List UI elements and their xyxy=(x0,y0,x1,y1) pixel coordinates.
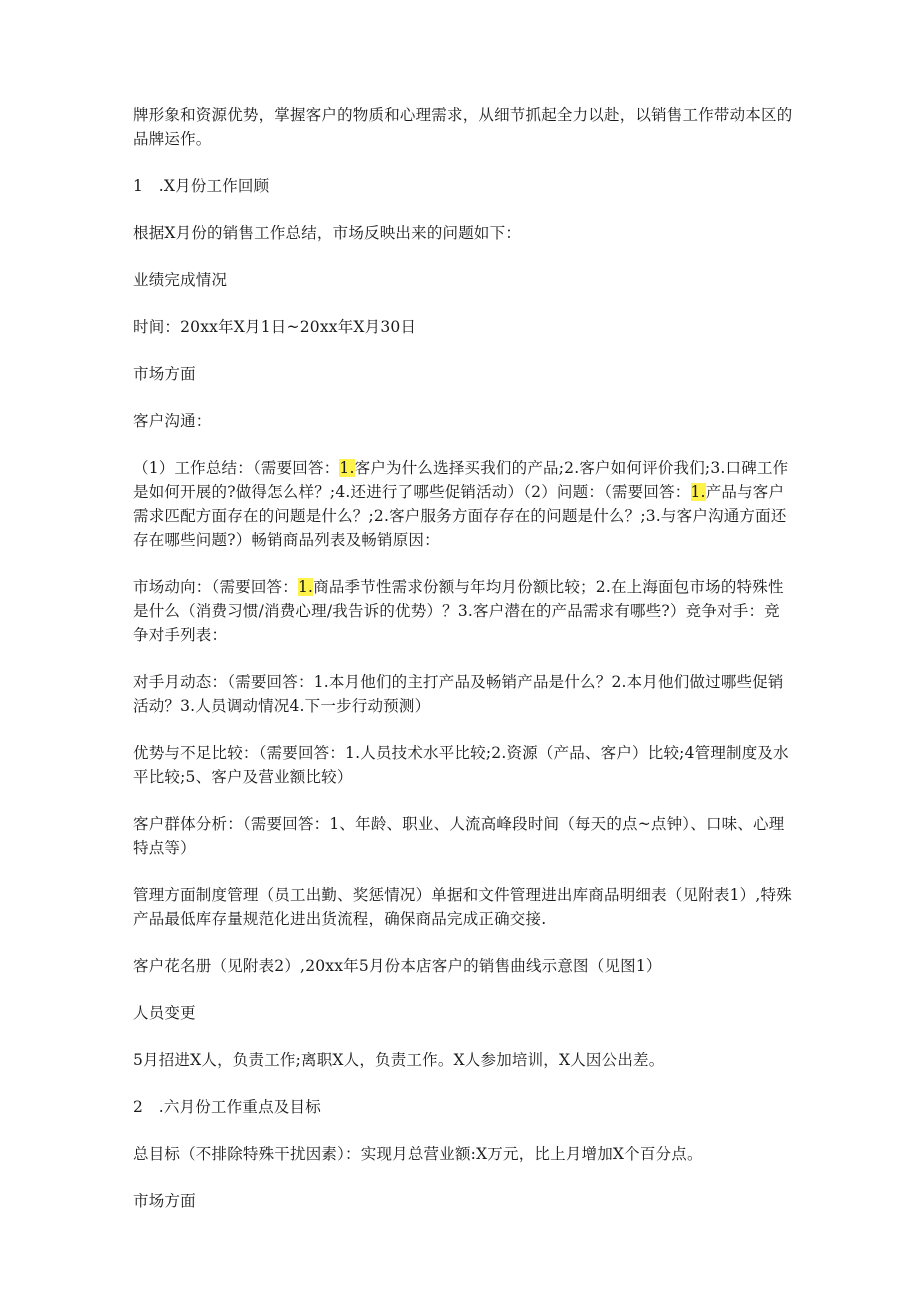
paragraph xyxy=(133,1142,793,1166)
text-segment: 时间：20xx年X月1日~20xx年X月30日 xyxy=(133,318,417,336)
paragraph xyxy=(133,954,793,978)
text-segment: 市场方面 xyxy=(133,1192,196,1210)
text-segment: 管理方面制度管理（员工出勤、奖惩情况）单据和文件管理进出库商品明细表（见附表1）,特殊产品最低库存量规范化进出货流程，确保商品完成正确交接. xyxy=(133,886,792,928)
paragraph xyxy=(133,741,793,789)
text-segment: 对手月动态：（需要回答：1.本月他们的主打产品及畅销产品是什么？2.本月他们做过哪些促销活动？3.人员调动情况4.下一步行动预测） xyxy=(133,673,784,715)
text-segment: 牌形象和资源优势，掌握客户的物质和心理需求，从细节抓起全力以赴，以销售工作带动本区的品牌运作。 xyxy=(133,106,793,148)
paragraph xyxy=(133,174,793,198)
text-segment: 优势与不足比较：（需要回答：1.人员技术水平比较;2.资源（产品、客户）比较;4管理制度及水平比较;5、客户及营业额比较） xyxy=(133,744,789,786)
highlighted-text: 1. xyxy=(690,483,706,501)
paragraph xyxy=(133,812,793,860)
text-segment: 总目标（不排除特殊干扰因素）：实现月总营业额:X万元，比上月增加X个百分点。 xyxy=(133,1145,703,1163)
paragraph xyxy=(133,362,793,386)
text-segment: 市场方面 xyxy=(133,365,196,383)
text-segment: 商品季节性需求份额与年均月份额比较；2.在上海面包市场的特殊性是什么（消费习惯/消费心理/我告诉的优势）？3.客户潜在的产品需求有哪些?）竞争对手：竞争对手列表： xyxy=(133,578,784,644)
text-segment: （1）工作总结：（需要回答： xyxy=(133,459,340,477)
text-segment: 客户群体分析：（需要回答：1、年龄、职业、人流高峰段时间（每天的点~点钟）、口味、心理特点等） xyxy=(133,815,785,857)
text-segment: 产品与客户需求匹配方面存在的问题是什么？;2.客户服务方面存存在的问题是什么？;3.与客户沟通方面还存在哪些问题?）畅销商品列表及畅销原因： xyxy=(133,483,787,549)
text-segment: 客户花名册（见附表2）,20xx年5月份本店客户的销售曲线示意图（见图1） xyxy=(133,957,662,975)
paragraph xyxy=(133,315,793,339)
text-segment: 1 .X月份工作回顾 xyxy=(133,177,270,195)
document-body xyxy=(133,103,793,1236)
text-segment: 2 .六月份工作重点及目标 xyxy=(133,1098,321,1116)
paragraph xyxy=(133,409,793,433)
text-segment: 5月招进X人，负责工作;离职X人，负责工作。X人参加培训，X人因公出差。 xyxy=(133,1051,665,1069)
text-segment: 市场动向：（需要回答： xyxy=(133,578,298,596)
paragraph xyxy=(133,1189,793,1213)
paragraph xyxy=(133,268,793,292)
paragraph xyxy=(133,670,793,718)
paragraph xyxy=(133,103,793,151)
paragraph xyxy=(133,575,793,647)
text-segment: 人员变更 xyxy=(133,1004,196,1022)
paragraph xyxy=(133,221,793,245)
text-segment: 业绩完成情况 xyxy=(133,271,228,289)
paragraph xyxy=(133,456,793,552)
text-segment: 客户沟通： xyxy=(133,412,212,430)
paragraph xyxy=(133,883,793,931)
paragraph xyxy=(133,1001,793,1025)
text-segment: 根据X月份的销售工作总结，市场反映出来的问题如下： xyxy=(133,224,522,242)
highlighted-text: 1. xyxy=(339,459,355,477)
paragraph xyxy=(133,1048,793,1072)
text-segment: 客户为什么选择买我们的产品;2.客户如何评价我们;3.口碑工作是如何开展的?做得怎么样？;4.还进行了哪些促销活动）（2）问题：（需要回答： xyxy=(133,459,789,501)
highlighted-text: 1. xyxy=(297,578,314,596)
paragraph xyxy=(133,1095,793,1119)
